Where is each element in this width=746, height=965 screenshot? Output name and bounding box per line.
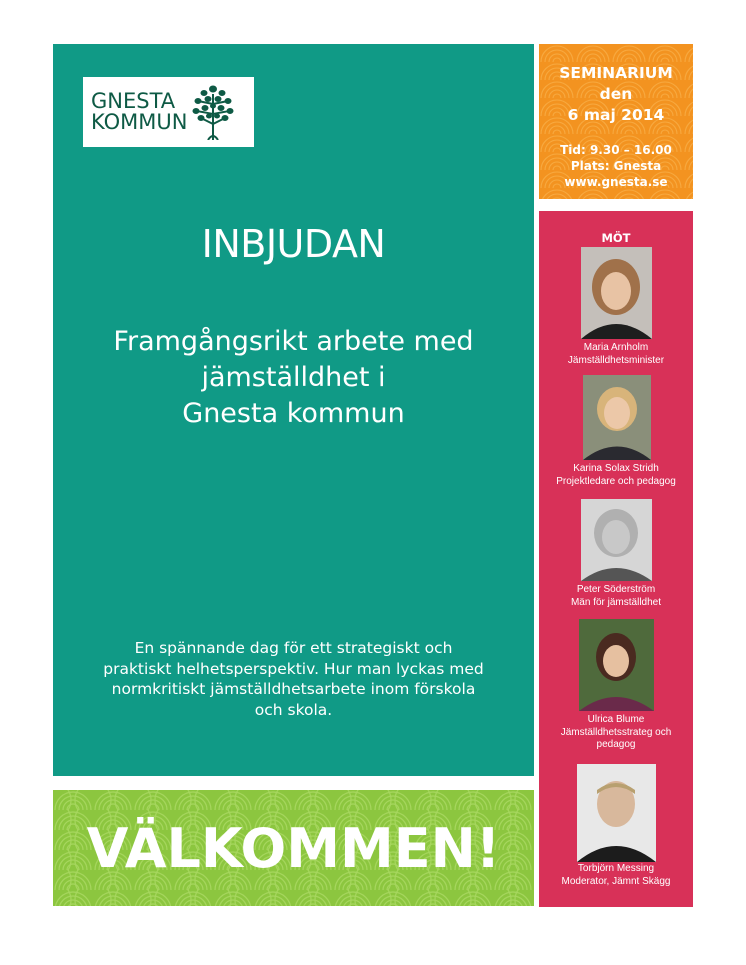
speaker-photo	[583, 375, 651, 460]
subtitle-line: Gnesta kommun	[182, 398, 405, 429]
subtitle-line: Framgångsrikt arbete med	[113, 326, 474, 357]
seminar-den: den	[599, 85, 633, 103]
speaker-role: Jämställdhetsminister	[567, 354, 665, 366]
speaker-role: pedagog	[596, 739, 636, 750]
speaker-name: Peter Söderström	[576, 584, 656, 595]
speaker-name: Karina Solax Stridh	[573, 463, 659, 474]
speaker-role: Moderator, Jämnt Skägg	[561, 875, 671, 887]
speaker-name: Torbjörn Messing	[577, 863, 655, 874]
logo-text	[91, 91, 187, 133]
subtitle-line: jämställdhet i	[201, 362, 386, 393]
description	[93, 638, 494, 720]
speaker-role: Män för jämställdhet	[570, 596, 662, 608]
logo-line-2: KOMMUN	[91, 110, 188, 134]
speaker-name: Ulrica Blume	[587, 714, 645, 725]
seminar-date: 6 maj 2014	[567, 106, 665, 124]
speaker-photo	[579, 619, 654, 711]
invitation-title: INBJUDAN	[201, 222, 386, 266]
speaker-role: Jämställdhetsstrateg och	[560, 726, 672, 738]
speakers-panel	[539, 211, 693, 907]
welcome-text: VÄLKOMMEN!	[86, 817, 501, 880]
seminar-heading	[539, 63, 693, 126]
description-line: normkritiskt jämställdhetsarbete inom förskola	[111, 680, 476, 698]
seminar-time: Tid: 9.30 – 16.00	[560, 143, 672, 157]
tree-icon	[191, 84, 235, 140]
description-line: En spännande dag för ett strategiskt och	[134, 639, 453, 657]
speaker-caption	[541, 463, 691, 488]
gnesta-kommun-logo	[83, 77, 254, 147]
speaker-photo	[577, 764, 656, 862]
speaker-caption	[541, 714, 691, 752]
welcome-banner	[53, 790, 534, 906]
seminar-place: Plats: Gnesta	[570, 159, 662, 173]
speaker-photo	[581, 499, 652, 581]
seminar-website: www.gnesta.se	[564, 175, 668, 189]
speaker-caption	[541, 342, 691, 367]
seminar-label: SEMINARIUM	[559, 64, 673, 82]
main-panel	[53, 44, 534, 776]
seminar-box	[539, 44, 693, 199]
meet-label: MÖT	[601, 231, 631, 245]
speaker-role: Projektledare och pedagog	[556, 475, 676, 487]
description-line: praktiskt helhetsperspektiv. Hur man lyckas med	[103, 659, 484, 678]
speaker-photo	[581, 247, 652, 339]
speaker-caption	[541, 863, 691, 888]
speaker-name: Maria Arnholm	[583, 342, 649, 353]
description-line: och skola.	[254, 700, 333, 719]
subtitle	[83, 324, 504, 432]
speaker-caption	[541, 584, 691, 609]
seminar-details	[539, 142, 693, 190]
logo-line-1: GNESTA	[91, 89, 176, 113]
